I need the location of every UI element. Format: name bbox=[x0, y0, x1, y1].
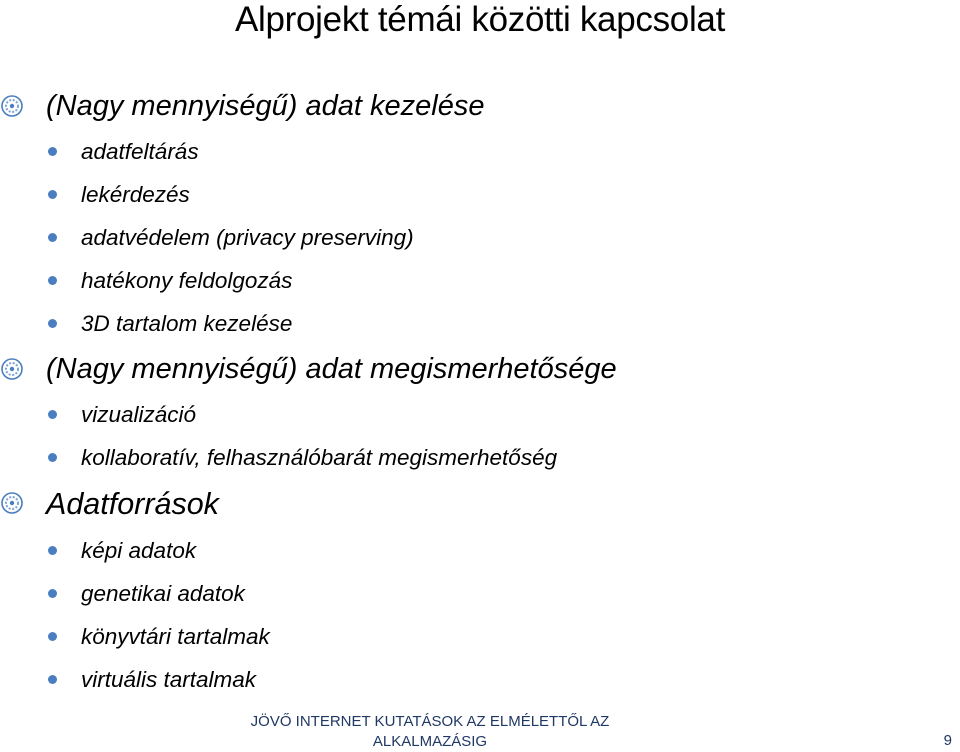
section-heading bbox=[0, 345, 960, 393]
list-item bbox=[0, 216, 960, 259]
slide-title: Alprojekt témái közötti kapcsolat bbox=[234, 0, 726, 39]
section-heading-text: (Nagy mennyiségű) adat megismerhetősége bbox=[46, 353, 617, 385]
list-item-text: virtuális tartalmak bbox=[81, 667, 257, 692]
circle-dot-icon bbox=[0, 94, 24, 118]
bullet-dot-icon bbox=[48, 233, 57, 242]
section-heading bbox=[0, 479, 960, 529]
list-item bbox=[0, 302, 960, 345]
slide-content bbox=[0, 82, 960, 701]
bullet-dot-icon bbox=[48, 453, 57, 462]
list-item-text: hatékony feldolgozás bbox=[81, 268, 293, 293]
list-item-text: adatvédelem (privacy preserving) bbox=[81, 225, 414, 250]
list-item bbox=[0, 173, 960, 216]
list-item bbox=[0, 259, 960, 302]
list-item bbox=[0, 436, 960, 479]
bullet-dot-icon bbox=[48, 546, 57, 555]
list-item-text: adatfeltárás bbox=[81, 139, 199, 164]
slide-footer bbox=[0, 712, 860, 752]
bullet-dot-icon bbox=[48, 276, 57, 285]
section-heading bbox=[0, 82, 960, 130]
bullet-dot-icon bbox=[48, 675, 57, 684]
circle-dot-icon bbox=[0, 357, 24, 381]
list-item-text: genetikai adatok bbox=[81, 581, 245, 606]
list-item-text: vizualizáció bbox=[81, 402, 197, 427]
bullet-dot-icon bbox=[48, 190, 57, 199]
list-item-text: 3D tartalom kezelése bbox=[81, 311, 293, 336]
list-item-text: képi adatok bbox=[81, 538, 197, 563]
list-item bbox=[0, 393, 960, 436]
footer-line: JÖVŐ INTERNET KUTATÁSOK AZ ELMÉLETTŐL AZ bbox=[250, 713, 610, 730]
circle-dot-icon bbox=[0, 491, 24, 515]
list-item-text: kollaboratív, felhasználóbarát megismerhetőség bbox=[81, 445, 558, 470]
footer-line: ALKALMAZÁSIG bbox=[372, 733, 488, 750]
list-item bbox=[0, 615, 960, 658]
section-heading-text: (Nagy mennyiségű) adat kezelése bbox=[46, 90, 485, 122]
bullet-dot-icon bbox=[48, 319, 57, 328]
page-number: 9 bbox=[943, 732, 952, 749]
bullet-dot-icon bbox=[48, 632, 57, 641]
list-item bbox=[0, 572, 960, 615]
list-item-text: könyvtári tartalmak bbox=[81, 624, 270, 649]
bullet-dot-icon bbox=[48, 589, 57, 598]
list-item-text: lekérdezés bbox=[81, 182, 190, 207]
section-heading-text: Adatforrások bbox=[46, 487, 219, 521]
bullet-dot-icon bbox=[48, 147, 57, 156]
list-item bbox=[0, 529, 960, 572]
list-item bbox=[0, 130, 960, 173]
bullet-dot-icon bbox=[48, 410, 57, 419]
list-item bbox=[0, 658, 960, 701]
